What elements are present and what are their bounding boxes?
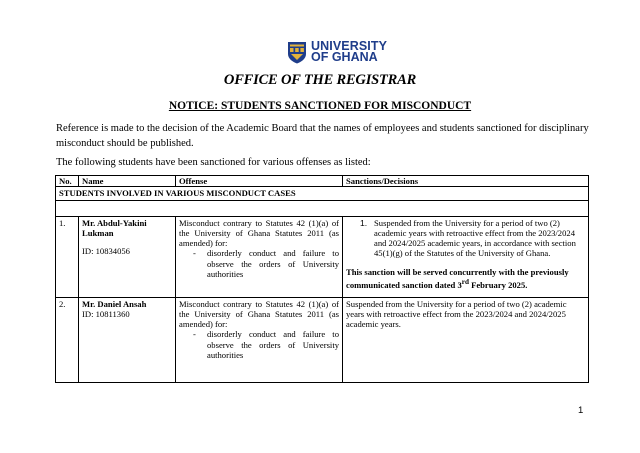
- sanction-note-end: February 2025.: [468, 279, 528, 290]
- section-row: [56, 187, 589, 200]
- student-id: ID: 10834056: [82, 246, 130, 257]
- spacer-cell: [56, 200, 589, 216]
- sanction-note: [346, 267, 585, 290]
- spacer-row: [56, 200, 589, 216]
- header-name: Name: [79, 176, 176, 187]
- sanction-note-sup: rd: [461, 278, 469, 287]
- offense-cell: [176, 297, 343, 382]
- office-title: OFFICE OF THE REGISTRAR: [223, 72, 417, 88]
- sanction-note-main: This sanction will be served concurrently with the previously communicated sanction dated 3: [346, 266, 569, 290]
- sanction-cell: [343, 216, 589, 297]
- sanction-text: Suspended from the University for a period of two (2) academic years with retroactive effect from the 2023/2024 and 2024/2025 academic years.: [346, 298, 567, 330]
- list-intro-paragraph: The following students have been sanctioned for various offenses as listed:: [56, 157, 371, 168]
- sanction-cell: [343, 297, 589, 382]
- offense-dash: -: [193, 329, 196, 340]
- row-number: 2.: [56, 297, 79, 382]
- page-number: 1: [578, 405, 584, 416]
- offense-cell: [176, 216, 343, 297]
- intro-paragraph: Reference is made to the decision of the Academic Board that the names of employees and students sanctioned for disciplinary misconduct should be published.: [56, 123, 589, 149]
- university-logo: [287, 40, 387, 64]
- header-sanctions: Sanctions/Decisions: [343, 176, 589, 187]
- header-no: No.: [56, 176, 79, 187]
- student-cell: [79, 297, 176, 382]
- sanction-item: [346, 218, 585, 259]
- offense-item: [179, 329, 339, 360]
- offense-item: [179, 248, 339, 279]
- header-offense: Offense: [176, 176, 343, 187]
- offense-intro: Misconduct contrary to Statutes 42 (1)(a) of the University of Ghana Statutes 2011 (as amended) for:: [179, 217, 339, 249]
- offense-intro: Misconduct contrary to Statutes 42 (1)(a) of the University of Ghana Statutes 2011 (as amended) for:: [179, 298, 339, 330]
- student-id: ID: 10811360: [82, 308, 130, 319]
- crest-icon: [287, 41, 307, 64]
- student-name: Mr. Abdul-Yakini Lukman: [82, 217, 147, 238]
- table-header-row: [56, 176, 589, 187]
- offense-dash: -: [193, 248, 196, 259]
- student-cell: [79, 216, 176, 297]
- offense-item-text: disorderly conduct and failure to observe the orders of University authorities: [207, 248, 339, 280]
- student-name: Mr. Daniel Ansah: [82, 298, 147, 309]
- section-title: STUDENTS INVOLVED IN VARIOUS MISCONDUCT CASES: [56, 187, 589, 200]
- sanction-text: Suspended from the University for a period of two (2) academic years with retroactive effect from the 2023/2024 and 2024/2025 academic years, in accordance with section 45(1)(g) of the Statutes of the University of Ghana.: [374, 217, 576, 259]
- notice-title: NOTICE: STUDENTS SANCTIONED FOR MISCONDUCT: [168, 100, 472, 112]
- table-row: [56, 216, 589, 297]
- table-row: [56, 297, 589, 382]
- logo-line-2: OF GHANA: [311, 50, 378, 64]
- sanctions-table: [55, 175, 589, 383]
- sanction-number: 1.: [360, 217, 368, 228]
- logo-line-1: UNIVERSITY: [311, 39, 388, 53]
- offense-item-text: disorderly conduct and failure to observe the orders of University authorities: [207, 329, 339, 361]
- row-number: 1.: [56, 216, 79, 297]
